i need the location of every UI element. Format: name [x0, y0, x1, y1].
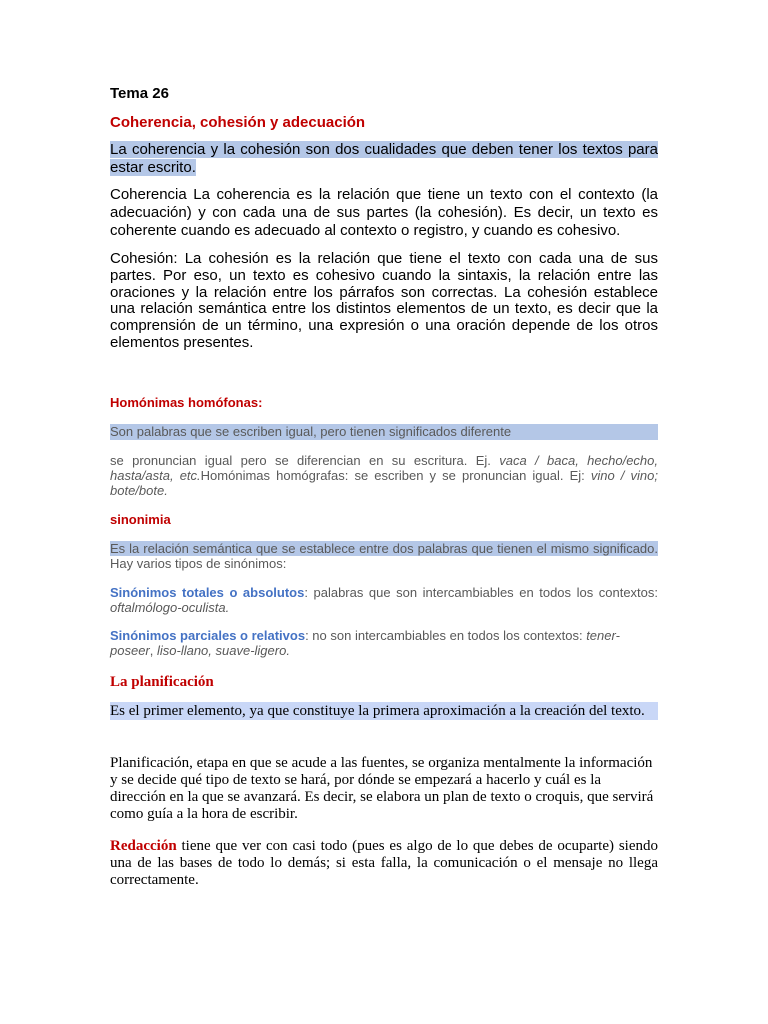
sinonimos-parciales-term: Sinónimos parciales o relativos [110, 628, 306, 643]
sinonimos-parciales-paragraph: Sinónimos parciales o relativos: no son intercambiables en todos los contextos: tener-poseer, liso-llano, suave-ligero. [110, 628, 620, 658]
redaccion-term: Redacción [110, 838, 177, 854]
highlighted-text: La coherencia y la cohesión son dos cualidades que deben tener los textos para estar escrito. [110, 141, 658, 176]
heading-coherencia: Coherencia, cohesión y adecuación [110, 114, 366, 131]
sinonimia-paragraph: Es la relación semántica que se establece entre dos palabras que tienen el mismo significado. Hay varios tipos de sinónimos: [110, 541, 658, 571]
homonimas-paragraph: se pronuncian igual pero se diferencian en su escritura. Ej. vaca / baca, hecho/echo, hasta/asta, etc.Homónimas homógrafas: se escriben y se pronuncian igual. Ej: vino / vino; bote/bote. [110, 453, 659, 498]
heading-planificacion: La planificación [110, 674, 214, 690]
coherencia-paragraph: Coherencia La coherencia es la relación que tiene un texto con el contexto (la adecuación) y con cada una de sus partes (la cohesión). Es decir, un texto es coherente cuando es adecuado al contexto o registro, y cuando es cohesivo. [110, 186, 658, 239]
homonimas-definition: Son palabras que se escriben igual, pero tienen significados diferente [110, 424, 658, 440]
sinonimos-totales-term: Sinónimos totales o absolutos [110, 585, 305, 600]
sinonimos-totales-paragraph: Sinónimos totales o absolutos: palabras que son intercambiables en todos los contextos: oftalmólogo-oculista. [110, 585, 658, 615]
cohesion-paragraph: Cohesión: La cohesión es la relación que tiene el texto con cada una de sus partes. Por eso, un texto es cohesivo cuando la sintaxis, la relación entre las oraciones y la relación entre los párrafos son correctas. La cohesión establece una relación semántica entre los distintos elementos de un texto, es decir que la comprensión de un término, una expresión o una oración depende de los otros elementos presentes. [110, 250, 658, 351]
planificacion-paragraph: Planificación, etapa en que se acude a las fuentes, se organiza mentalmente la información y se decide qué tipo de texto se hará, por dónde se empezará a hacerlo y cuál es la dirección en la que se avanzará. Es decir, se elabora un plan de texto o croquis, que servirá como guía a la hora de escribir. [110, 755, 654, 822]
heading-sinonimia: sinonimia [110, 512, 171, 527]
redaccion-paragraph: Redacción tiene que ver con casi todo (pues es algo de lo que debes de ocuparte) siendo una de las bases de todo lo demás; si esta falla, la comunicación o el mensaje no llega correctamente. [110, 838, 658, 888]
heading-homonimas: Homónimas homófonas: [110, 395, 263, 410]
intro-paragraph [110, 141, 658, 177]
topic-title: Tema 26 [110, 85, 169, 102]
planificacion-intro: Es el primer elemento, ya que constituye la primera aproximación a la creación del texto. [110, 702, 658, 720]
